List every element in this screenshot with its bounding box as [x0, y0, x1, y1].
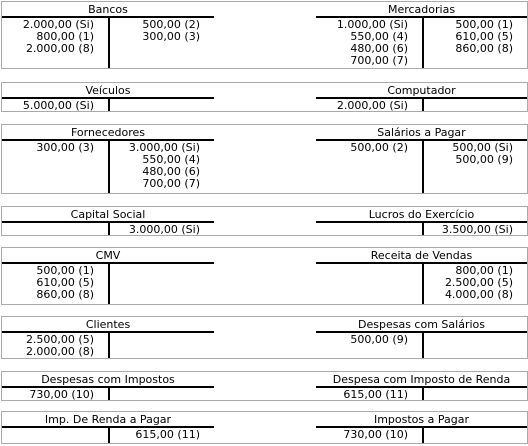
account-title: Fornecedores [70, 126, 146, 139]
row-spacer [213, 247, 316, 305]
debit-column [316, 19, 408, 67]
debit-entry: 730,00 (10) [29, 388, 94, 401]
debit-entry: 300,00 (3) [36, 141, 94, 154]
account-title: Lucros do Exercício [368, 208, 475, 221]
debit-column [2, 19, 94, 55]
account-row [1, 316, 527, 359]
debit-column [316, 142, 408, 154]
debit-column [2, 142, 94, 154]
t-account-divider [422, 331, 424, 358]
account-title: Mercadorias [387, 3, 456, 16]
debit-entry: 2.500,00 (5) [25, 333, 94, 346]
credit-column [110, 142, 200, 190]
row-spacer [213, 206, 316, 236]
debit-entry: 480,00 (6) [350, 42, 408, 55]
credit-entry: 500,00 (9) [455, 153, 513, 166]
debit-entry: 700,00 (7) [350, 54, 408, 67]
account-title: Impostos a Pagar [373, 413, 470, 426]
debit-entry: 2.000,00 (Si) [336, 99, 408, 112]
debit-entry: 500,00 (1) [36, 264, 94, 277]
credit-entry: 3.000,00 (Si) [128, 223, 200, 236]
credit-column [424, 142, 513, 166]
t-account-receita-de-vendas [316, 247, 528, 305]
t-account-divider [108, 262, 110, 304]
account-title: Veículos [85, 84, 131, 97]
debit-column [2, 100, 94, 112]
debit-entry: 2.000,00 (8) [25, 42, 94, 55]
account-title: Clientes [85, 318, 131, 331]
row-spacer [213, 411, 316, 444]
row-spacer [213, 1, 316, 69]
t-account-divider [422, 426, 424, 443]
credit-column [110, 19, 200, 43]
credit-column [110, 224, 200, 236]
t-account-despesas-com-impostos [1, 371, 214, 401]
t-account-despesas-com-salarios [316, 316, 528, 359]
credit-column [110, 429, 200, 441]
t-account-lucros-do-exercicio [316, 206, 528, 236]
account-title: Salários a Pagar [377, 126, 466, 139]
credit-entry: 500,00 (1) [455, 18, 513, 31]
credit-entry: 480,00 (6) [142, 165, 200, 178]
debit-entry: 730,00 (10) [343, 428, 408, 441]
account-title: Imp. De Renda a Pagar [44, 413, 172, 426]
debit-entry: 500,00 (9) [350, 333, 408, 346]
t-account-imp-de-renda-a-pagar [1, 411, 214, 444]
account-title: CMV [95, 249, 121, 262]
t-account-divider [108, 97, 110, 111]
t-account-mercadorias [316, 1, 528, 69]
t-account-impostos-a-pagar [316, 411, 528, 444]
credit-entry: 3.500,00 (Si) [441, 223, 513, 236]
credit-column [424, 224, 513, 236]
t-account-salarios-a-pagar [316, 124, 528, 194]
account-title: Despesas com Impostos [41, 373, 175, 386]
account-title: Capital Social [70, 208, 146, 221]
account-title: Despesas com Salários [358, 318, 485, 331]
t-account-capital-social [1, 206, 214, 236]
credit-entry: 3.000,00 (Si) [128, 141, 200, 154]
account-row [1, 1, 527, 69]
credit-entry: 2.500,00 (5) [444, 276, 513, 289]
debit-column [2, 265, 94, 301]
account-row [1, 247, 527, 305]
t-account-fornecedores [1, 124, 214, 194]
account-title: Receita de Vendas [370, 249, 473, 262]
t-account-divider [422, 386, 424, 400]
debit-column [316, 429, 408, 441]
account-title: Despesa com Imposto de Renda [332, 373, 511, 386]
debit-entry: 500,00 (2) [350, 141, 408, 154]
row-spacer [213, 316, 316, 359]
credit-entry: 500,00 (2) [142, 18, 200, 31]
credit-entry: 700,00 (7) [142, 177, 200, 190]
credit-entry: 800,00 (1) [455, 264, 513, 277]
account-row [1, 411, 527, 444]
debit-entry: 2.000,00 (8) [25, 345, 94, 358]
credit-entry: 4.000,00 (8) [444, 288, 513, 301]
debit-entry: 550,00 (4) [350, 30, 408, 43]
credit-entry: 550,00 (4) [142, 153, 200, 166]
debit-entry: 2.000,00 (Si) [22, 18, 94, 31]
credit-column [424, 19, 513, 55]
debit-entry: 1.000,00 (Si) [336, 18, 408, 31]
credit-entry: 615,00 (11) [135, 428, 200, 441]
t-account-veiculos [1, 82, 214, 112]
row-spacer [213, 371, 316, 401]
debit-column [316, 100, 408, 112]
row-spacer [213, 124, 316, 194]
account-row [1, 371, 527, 401]
credit-entry: 500,00 (Si) [452, 141, 513, 154]
credit-entry: 610,00 (5) [455, 30, 513, 43]
t-account-computador [316, 82, 528, 112]
t-account-cmv [1, 247, 214, 305]
account-row [1, 206, 527, 236]
debit-column [2, 389, 94, 401]
account-row [1, 82, 527, 112]
debit-entry: 610,00 (5) [36, 276, 94, 289]
debit-column [316, 389, 408, 401]
credit-entry: 860,00 (8) [455, 42, 513, 55]
row-spacer [213, 82, 316, 112]
debit-entry: 800,00 (1) [36, 30, 94, 43]
t-account-divider [422, 97, 424, 111]
debit-column [2, 334, 94, 358]
t-account-bancos [1, 1, 214, 69]
t-account-despesa-com-imposto-de-renda [316, 371, 528, 401]
credit-column [424, 265, 513, 301]
t-account-divider [108, 331, 110, 358]
account-title: Computador [387, 84, 456, 97]
account-title: Bancos [88, 3, 128, 16]
t-account-clientes [1, 316, 214, 359]
account-row [1, 124, 527, 194]
debit-entry: 615,00 (11) [343, 388, 408, 401]
debit-entry: 5.000,00 (Si) [22, 99, 94, 112]
t-account-divider [108, 386, 110, 400]
credit-entry: 300,00 (3) [142, 30, 200, 43]
debit-entry: 860,00 (8) [36, 288, 94, 301]
debit-column [316, 334, 408, 346]
